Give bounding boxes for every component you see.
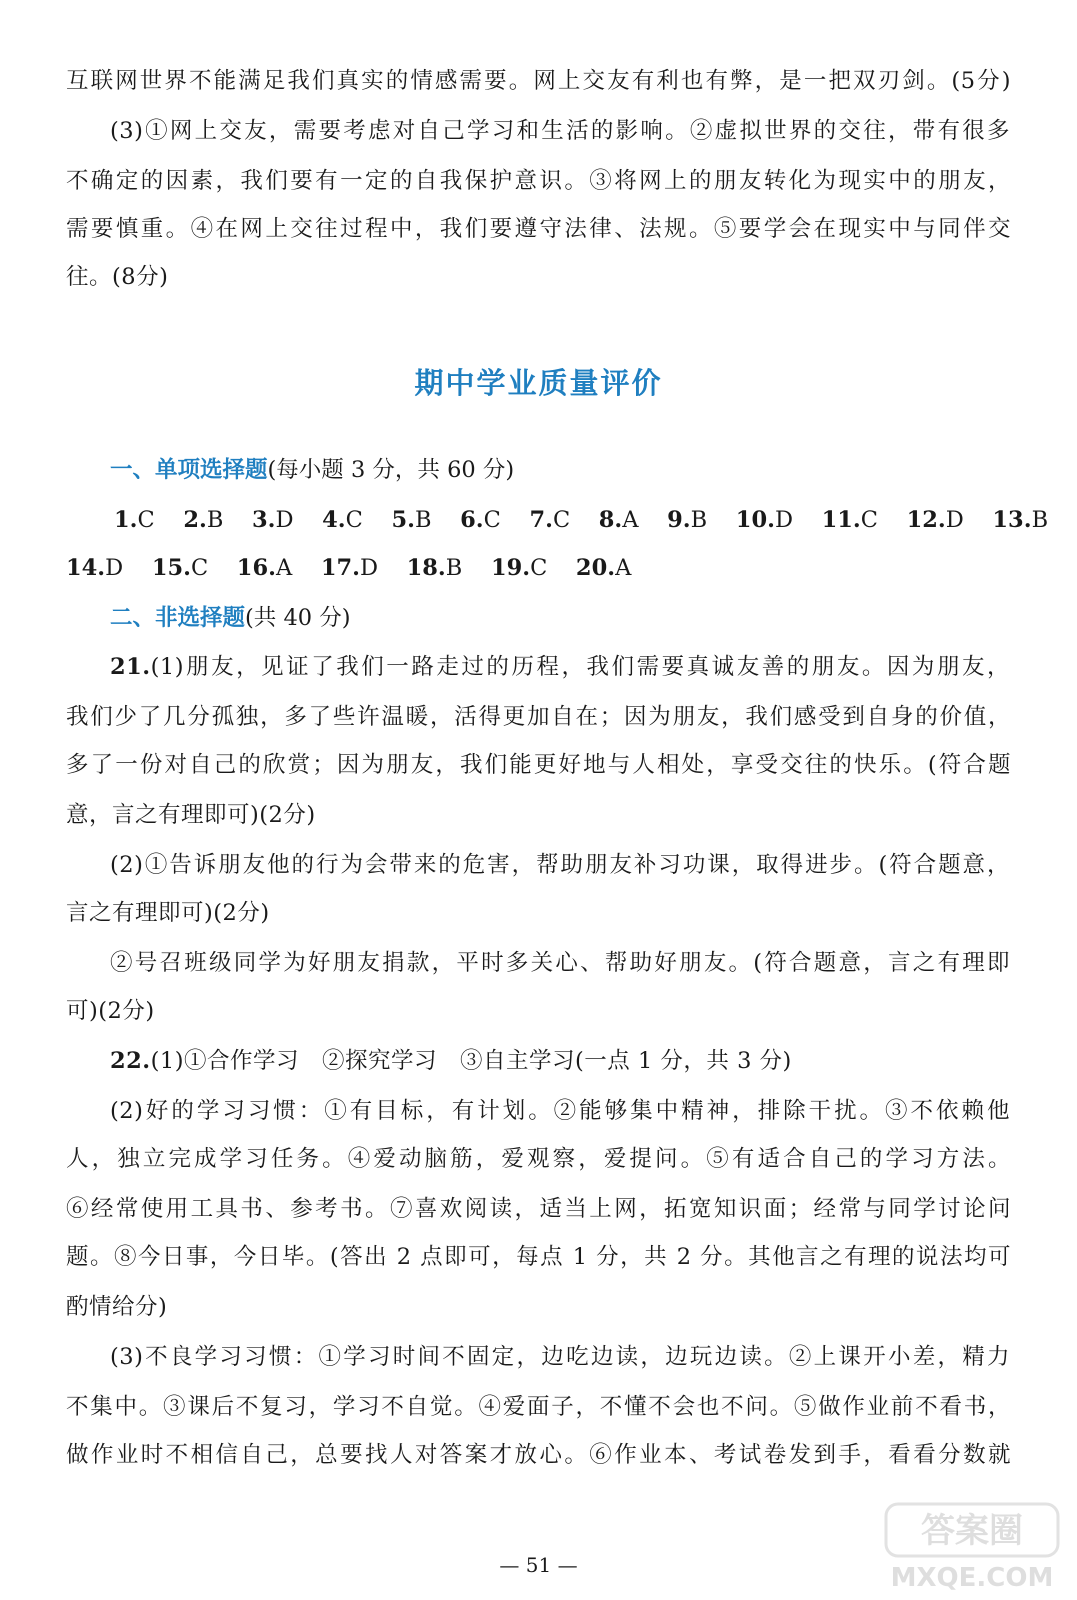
answer-item: 8.A — [598, 507, 639, 533]
question-number: 21. — [110, 654, 151, 680]
answer-item: 7.C — [529, 507, 571, 533]
answer-item: 16.A — [236, 555, 293, 581]
answer-item: 1.C — [114, 507, 155, 533]
q21-line: 我们少了几分孤独，多了些许温暖，活得更加自在；因为朋友，我们感受到自身的价值， — [66, 704, 1011, 730]
answer-item: 18.B — [406, 555, 463, 581]
q22-line: (3)不良学习习惯：①学习时间不固定，边吃边读，边玩边读。②上课开小差，精力 — [110, 1344, 1010, 1370]
answer-item: 4.C — [322, 507, 363, 533]
text-line: 往。(8分) — [66, 264, 169, 290]
text-line: 不确定的因素，我们要有一定的自我保护意识。③将网上的朋友转化为现实中的朋友， — [66, 168, 1011, 194]
text-line: 互联网世界不能满足我们真实的情感需要。网上交友有利也有弊，是一把双刃剑。(5分) — [66, 68, 1011, 94]
q21-line: ②号召班级同学为好朋友捐款，平时多关心、帮助好朋友。(符合题意，言之有理即 — [110, 950, 1010, 976]
q21-line: 言之有理即可)(2分) — [66, 900, 270, 926]
answer-item: 20.A — [575, 555, 632, 581]
watermark-bottom-text: MXQE.COM — [890, 1563, 1054, 1593]
part1-heading-label: 一、单项选择题 — [110, 457, 268, 483]
q22-line: 题。⑧今日事，今日毕。(答出 2 点即可，每点 1 分，共 2 分。其他言之有理的说法均可 — [66, 1244, 1011, 1270]
q22-line: ⑥经常使用工具书、参考书。⑦喜欢阅读，适当上网，拓宽知识面；经常与同学讨论问 — [66, 1196, 1011, 1222]
answer-item: 17.D — [320, 555, 379, 581]
answer-item: 10.D — [735, 507, 793, 533]
answer-row-2 — [66, 553, 631, 583]
watermark-logo — [880, 1500, 1065, 1595]
q21-line: 21.(1)朋友，见证了我们一路走过的历程，我们需要真诚友善的朋友。因为朋友， — [110, 654, 1010, 680]
watermark-top-text: 答案圈 — [921, 1511, 1023, 1551]
answer-item: 19.C — [490, 555, 548, 581]
question-number: 22. — [110, 1048, 151, 1074]
answer-item: 13.B — [992, 507, 1049, 533]
answer-item: 5.B — [391, 507, 432, 533]
answer-item: 11.C — [821, 507, 878, 533]
q22-line: 酌情给分) — [66, 1294, 168, 1320]
q22-line: 不集中。③课后不复习，学习不自觉。④爱面子，不懂不会也不问。⑤做作业前不看书， — [66, 1394, 1011, 1420]
part1-heading — [110, 455, 514, 485]
part2-heading-note: (共 40 分) — [245, 605, 351, 631]
answer-item: 12.D — [906, 507, 964, 533]
answer-item: 14.D — [66, 555, 124, 581]
q22-line: 22.(1)①合作学习 ②探究学习 ③自主学习(一点 1 分，共 3 分) — [110, 1048, 792, 1074]
q22-line: 做作业时不相信自己，总要找人对答案才放心。⑥作业本、考试卷发到手，看看分数就 — [66, 1442, 1011, 1468]
text-line: (3)①网上交友，需要考虑对自己学习和生活的影响。②虚拟世界的交往，带有很多 — [110, 118, 1010, 144]
answer-row-1 — [114, 505, 1048, 535]
text-line: 需要慎重。④在网上交往过程中，我们要遵守法律、法规。⑤要学会在现实中与同伴交 — [66, 216, 1011, 242]
q21-line: 意，言之有理即可)(2分) — [66, 802, 316, 828]
q22-line: 人，独立完成学习任务。④爱动脑筋，爱观察，爱提问。⑤有适合自己的学习方法。 — [66, 1146, 1011, 1172]
answer-item: 6.C — [460, 507, 501, 533]
q21-line: 多了一份对自己的欣赏；因为朋友，我们能更好地与人相处，享受交往的快乐。(符合题 — [66, 752, 1011, 778]
q22-line: (2)好的学习习惯：①有目标，有计划。②能够集中精神，排除干扰。③不依赖他 — [110, 1098, 1010, 1124]
page-number: — 51 — — [499, 1553, 578, 1577]
section-title: 期中学业质量评价 — [414, 366, 663, 400]
answer-item: 3.D — [251, 507, 294, 533]
part1-heading-note: (每小题 3 分，共 60 分) — [267, 457, 515, 483]
answer-item: 15.C — [151, 555, 209, 581]
q21-line: (2)①告诉朋友他的行为会带来的危害，帮助朋友补习功课，取得进步。(符合题意， — [110, 852, 1010, 878]
part2-heading-label: 二、非选择题 — [110, 605, 246, 631]
part2-heading — [110, 603, 351, 633]
answer-item: 2.B — [183, 507, 224, 533]
answer-item: 9.B — [667, 507, 708, 533]
q21-line: 可)(2分) — [66, 998, 155, 1024]
